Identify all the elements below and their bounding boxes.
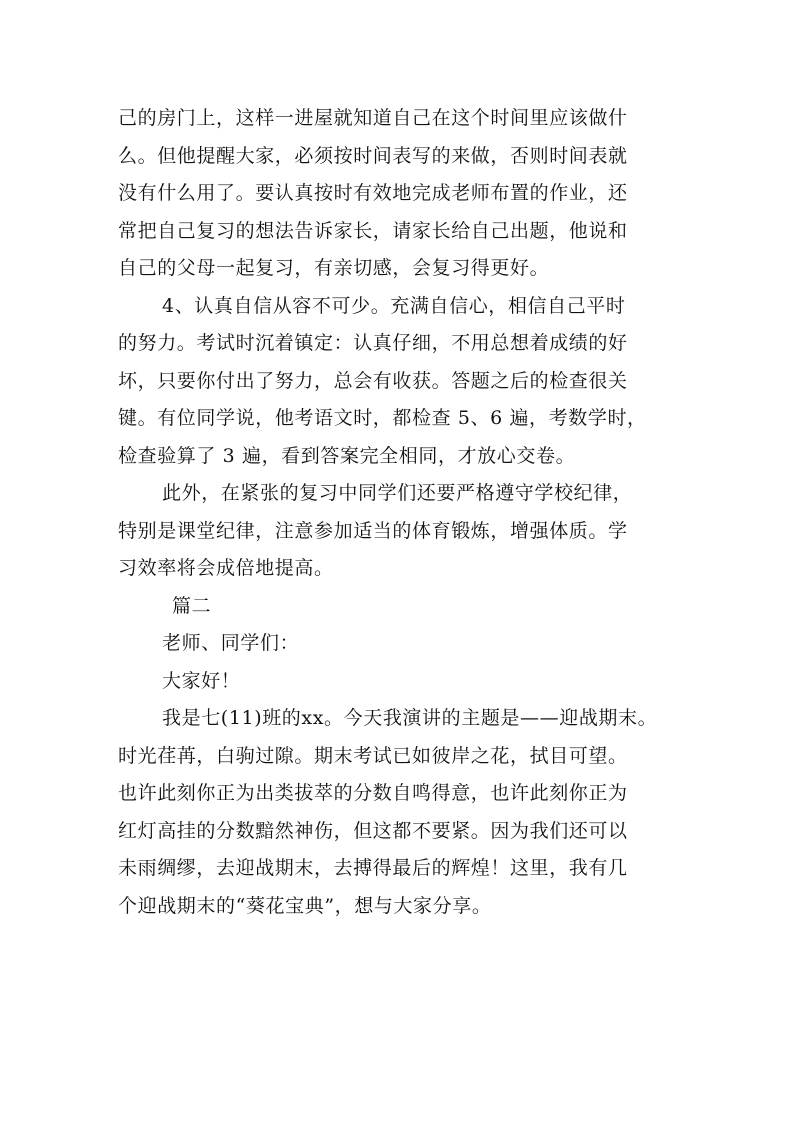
text-line: 坏，只要你付出了努力，总会有收获。答题之后的检查很关	[118, 369, 628, 392]
text-line: 么。但他提醒大家，必须按时间表写的来做，否则时间表就	[118, 144, 628, 167]
text-line: 常把自己复习的想法告诉家长，请家长给自己出题，他说和	[118, 219, 628, 242]
text-line: 老师、同学们：	[162, 632, 300, 654]
section-heading	[118, 588, 683, 626]
text-line: 也许此刻你正为出类拔萃的分数自鸣得意，也许此刻你正为	[118, 782, 628, 804]
text-line: 大家好！	[162, 669, 241, 692]
text-line: 个迎战期末的“葵花宝典”，想与大家分享。	[118, 894, 492, 917]
text-line: 特别是课堂纪律，注意参加适当的体育锻炼，增强体质。学	[118, 519, 628, 542]
paragraph-1	[118, 100, 683, 288]
document-body	[118, 100, 683, 925]
text-line: 此外，在紧张的复习中同学们还要严格遵守学校纪律，	[162, 482, 633, 504]
text-line: 没有什么用了。要认真按时有效地完成老师布置的作业，还	[118, 182, 628, 204]
text-line: 4、认真自信从容不可少。充满自信心，相信自己平时	[162, 294, 626, 317]
paragraph-3	[118, 475, 683, 588]
paragraph-speech-intro	[118, 700, 683, 925]
text-line: 检查验算了 3 遍，看到答案完全相同，才放心交卷。	[118, 444, 576, 467]
section-title: 篇二	[172, 594, 212, 617]
text-line: 习效率将会成倍地提高。	[118, 557, 334, 579]
text-line: 的努力。考试时沉着镇定：认真仔细，不用总想着成绩的好	[118, 332, 628, 354]
text-line: 我是七(11)班的xx。今天我演讲的主题是——迎战期末。	[162, 707, 658, 729]
text-line: 红灯高挂的分数黯然神伤，但这都不要紧。因为我们还可以	[118, 819, 628, 842]
text-line: 时光荏苒，白驹过隙。期末考试已如彼岸之花，拭目可望。	[118, 744, 628, 767]
text-line: 未雨绸缪，去迎战期末，去搏得最后的辉煌！这里，我有几	[118, 857, 628, 879]
text-line: 己的房门上，这样一进屋就知道自己在这个时间里应该做什	[118, 107, 628, 129]
text-line: 键。有位同学说，他考语文时，都检查 5、6 遍，考数学时，	[118, 407, 647, 429]
paragraph-2	[118, 288, 683, 476]
greeting	[118, 663, 683, 701]
text-line: 自己的父母一起复习，有亲切感，会复习得更好。	[118, 257, 550, 279]
salutation	[118, 625, 683, 663]
